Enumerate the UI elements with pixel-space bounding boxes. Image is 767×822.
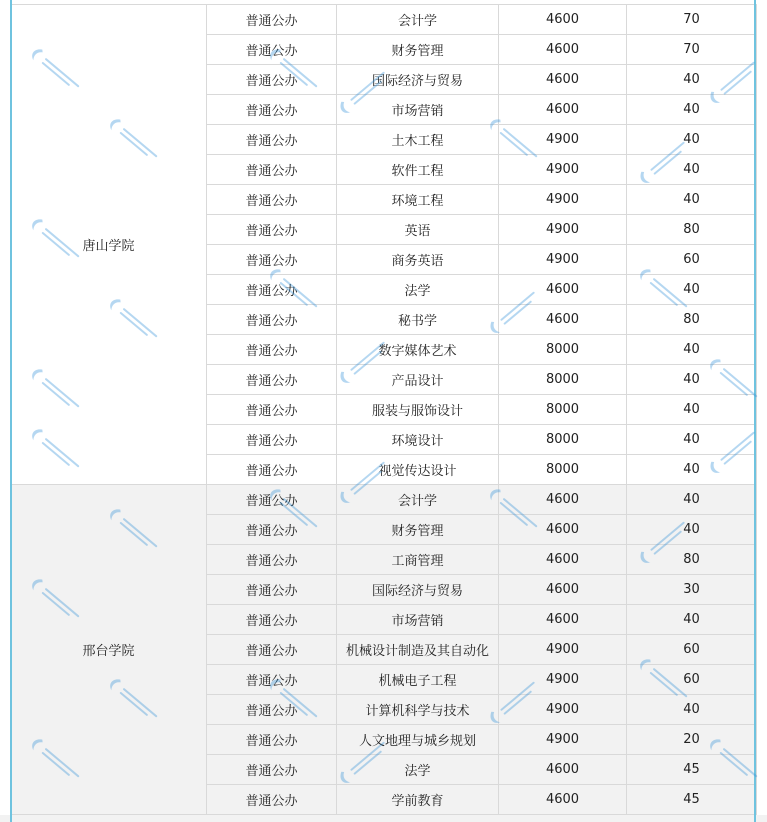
quota-cell: 30 [627, 575, 757, 605]
quota-cell: 80 [627, 305, 757, 335]
major-cell: 市场营销 [337, 605, 499, 635]
major-cell: 学前教育 [337, 785, 499, 815]
major-cell: 产品设计 [337, 365, 499, 395]
school-type-cell: 普通公办 [207, 755, 337, 785]
tuition-cell: 4900 [499, 695, 627, 725]
tuition-cell: 4600 [499, 755, 627, 785]
tuition-cell: 4900 [499, 665, 627, 695]
tuition-cell: 4600 [499, 305, 627, 335]
quota-cell: 60 [627, 245, 757, 275]
major-cell: 数字媒体艺术 [337, 335, 499, 365]
quota-cell: 40 [627, 695, 757, 725]
quota-cell: 60 [627, 665, 757, 695]
tuition-cell: 4600 [499, 485, 627, 515]
school-name-cell: 唐山学院 [11, 5, 207, 485]
tuition-cell: 8000 [499, 455, 627, 485]
tuition-cell: 4900 [499, 125, 627, 155]
quota-cell: 70 [627, 5, 757, 35]
school-type-cell: 普通公办 [207, 695, 337, 725]
major-cell: 环境工程 [337, 185, 499, 215]
tuition-cell: 4900 [499, 245, 627, 275]
tuition-cell: 4600 [499, 275, 627, 305]
school-type-cell: 普通公办 [207, 215, 337, 245]
tuition-cell: 4600 [499, 515, 627, 545]
quota-cell: 40 [627, 605, 757, 635]
major-cell: 工商管理 [337, 545, 499, 575]
quota-cell: 40 [627, 125, 757, 155]
quota-cell: 40 [627, 65, 757, 95]
school-type-cell: 普通公办 [207, 785, 337, 815]
major-cell: 视觉传达设计 [337, 455, 499, 485]
major-cell: 商务英语 [337, 245, 499, 275]
major-cell: 人文地理与城乡规划 [337, 725, 499, 755]
school-type-cell: 普通公办 [207, 395, 337, 425]
table-row [11, 5, 757, 35]
tuition-cell: 4600 [499, 545, 627, 575]
admission-plan-table [10, 4, 757, 815]
school-type-cell: 普通公办 [207, 575, 337, 605]
school-type-cell: 普通公办 [207, 485, 337, 515]
quota-cell: 40 [627, 95, 757, 125]
school-name-cell: 邢台学院 [11, 485, 207, 815]
school-type-cell: 普通公办 [207, 185, 337, 215]
school-type-cell: 普通公办 [207, 95, 337, 125]
quota-cell: 80 [627, 545, 757, 575]
quota-cell: 80 [627, 215, 757, 245]
bottom-shade [0, 815, 767, 822]
school-type-cell: 普通公办 [207, 35, 337, 65]
major-cell: 秘书学 [337, 305, 499, 335]
tuition-cell: 4600 [499, 575, 627, 605]
quota-cell: 60 [627, 635, 757, 665]
tuition-cell: 4600 [499, 65, 627, 95]
major-cell: 环境设计 [337, 425, 499, 455]
quota-cell: 70 [627, 35, 757, 65]
tuition-cell: 4900 [499, 635, 627, 665]
group-tangshan [11, 5, 757, 485]
quota-cell: 40 [627, 155, 757, 185]
school-type-cell: 普通公办 [207, 605, 337, 635]
major-cell: 法学 [337, 275, 499, 305]
quota-cell: 40 [627, 455, 757, 485]
school-type-cell: 普通公办 [207, 305, 337, 335]
school-type-cell: 普通公办 [207, 335, 337, 365]
major-cell: 国际经济与贸易 [337, 65, 499, 95]
school-type-cell: 普通公办 [207, 425, 337, 455]
major-cell: 机械设计制造及其自动化 [337, 635, 499, 665]
major-cell: 国际经济与贸易 [337, 575, 499, 605]
school-type-cell: 普通公办 [207, 65, 337, 95]
tuition-cell: 8000 [499, 395, 627, 425]
school-type-cell: 普通公办 [207, 515, 337, 545]
tuition-cell: 8000 [499, 365, 627, 395]
quota-cell: 40 [627, 425, 757, 455]
school-type-cell: 普通公办 [207, 245, 337, 275]
tuition-cell: 4600 [499, 35, 627, 65]
quota-cell: 40 [627, 365, 757, 395]
tuition-cell: 4600 [499, 605, 627, 635]
school-type-cell: 普通公办 [207, 5, 337, 35]
school-type-cell: 普通公办 [207, 665, 337, 695]
major-cell: 市场营销 [337, 95, 499, 125]
quota-cell: 40 [627, 395, 757, 425]
quota-cell: 40 [627, 185, 757, 215]
tuition-cell: 4600 [499, 95, 627, 125]
group-xingtai [11, 485, 757, 815]
major-cell: 服装与服饰设计 [337, 395, 499, 425]
tuition-cell: 8000 [499, 335, 627, 365]
quota-cell: 40 [627, 515, 757, 545]
quota-cell: 20 [627, 725, 757, 755]
tuition-cell: 4900 [499, 215, 627, 245]
school-type-cell: 普通公办 [207, 635, 337, 665]
school-type-cell: 普通公办 [207, 125, 337, 155]
major-cell: 机械电子工程 [337, 665, 499, 695]
major-cell: 土木工程 [337, 125, 499, 155]
tuition-cell: 4600 [499, 5, 627, 35]
left-border-rule [10, 0, 12, 822]
tuition-cell: 4900 [499, 155, 627, 185]
table-row [11, 485, 757, 515]
major-cell: 会计学 [337, 485, 499, 515]
quota-cell: 40 [627, 485, 757, 515]
school-type-cell: 普通公办 [207, 365, 337, 395]
quota-cell: 40 [627, 335, 757, 365]
school-type-cell: 普通公办 [207, 155, 337, 185]
major-cell: 财务管理 [337, 35, 499, 65]
school-type-cell: 普通公办 [207, 275, 337, 305]
school-type-cell: 普通公办 [207, 455, 337, 485]
major-cell: 软件工程 [337, 155, 499, 185]
tuition-cell: 4900 [499, 725, 627, 755]
quota-cell: 45 [627, 785, 757, 815]
tuition-cell: 8000 [499, 425, 627, 455]
major-cell: 英语 [337, 215, 499, 245]
major-cell: 计算机科学与技术 [337, 695, 499, 725]
major-cell: 财务管理 [337, 515, 499, 545]
school-type-cell: 普通公办 [207, 725, 337, 755]
major-cell: 会计学 [337, 5, 499, 35]
right-border-rule [754, 0, 756, 822]
tuition-cell: 4600 [499, 785, 627, 815]
quota-cell: 45 [627, 755, 757, 785]
major-cell: 法学 [337, 755, 499, 785]
school-type-cell: 普通公办 [207, 545, 337, 575]
admission-table-wrapper [10, 4, 756, 815]
quota-cell: 40 [627, 275, 757, 305]
tuition-cell: 4900 [499, 185, 627, 215]
